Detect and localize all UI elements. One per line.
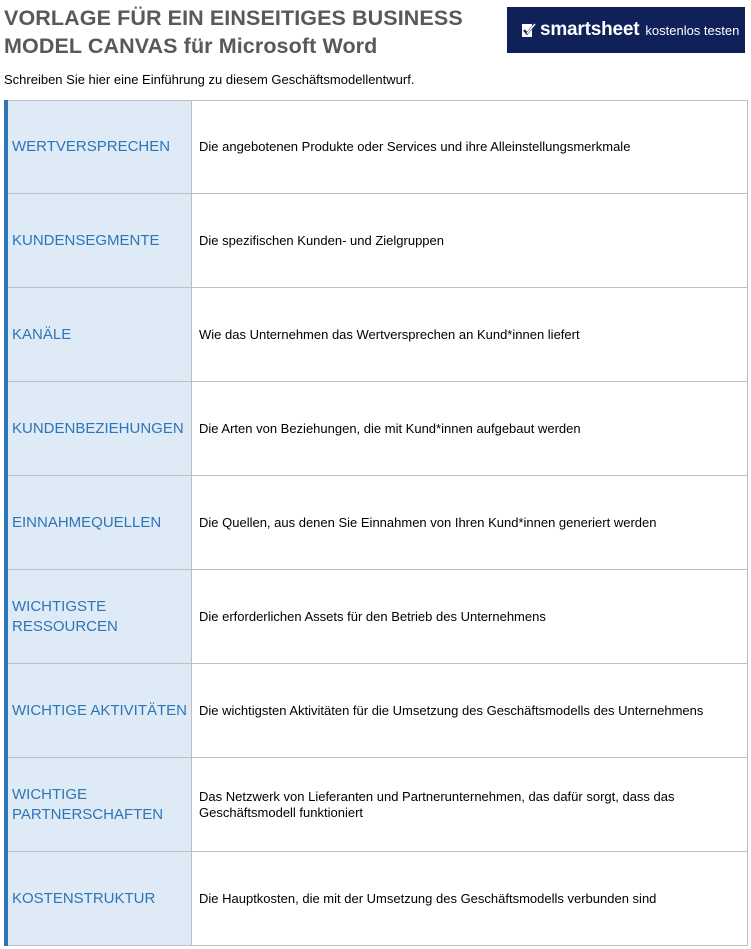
- canvas-row-label: KUNDENBEZIEHUNGEN: [8, 382, 192, 475]
- smartsheet-check-icon: [521, 23, 536, 38]
- canvas-row-label: WICHTIGSTE RESSOURCEN: [8, 570, 192, 663]
- canvas-row: [8, 758, 748, 852]
- canvas-row: [8, 288, 748, 382]
- canvas-row: [8, 100, 748, 194]
- canvas-row: [8, 194, 748, 288]
- page-header: [4, 4, 504, 60]
- canvas-row-label: KOSTENSTRUKTUR: [8, 852, 192, 945]
- canvas-row-description[interactable]: Die Hauptkosten, die mit der Umsetzung des Geschäftsmodells verbunden sind: [192, 852, 748, 945]
- page-title-line-1: VORLAGE FÜR EIN EINSEITIGES BUSINESS: [4, 6, 463, 30]
- page-title: [4, 4, 504, 60]
- intro-text[interactable]: Schreiben Sie hier eine Einführung zu diesem Geschäftsmodellentwurf.: [4, 72, 415, 87]
- canvas-row: [8, 476, 748, 570]
- canvas-row-description[interactable]: Die Quellen, aus denen Sie Einnahmen von Ihren Kund*innen generiert werden: [192, 476, 748, 569]
- canvas-row-label: WERTVERSPRECHEN: [8, 101, 192, 193]
- free-trial-link[interactable]: kostenlos testen: [645, 22, 740, 38]
- canvas-row: [8, 852, 748, 946]
- page-title-line-2: MODEL CANVAS für Microsoft Word: [4, 34, 378, 58]
- canvas-row-description[interactable]: Die erforderlichen Assets für den Betrieb des Unternehmens: [192, 570, 748, 663]
- canvas-row: [8, 664, 748, 758]
- canvas-row-description[interactable]: Die wichtigsten Aktivitäten für die Umsetzung des Geschäftsmodells des Unternehmens: [192, 664, 748, 757]
- canvas-row: [8, 382, 748, 476]
- canvas-row-description[interactable]: Wie das Unternehmen das Wertversprechen an Kund*innen liefert: [192, 288, 748, 381]
- canvas-row-description[interactable]: Die spezifischen Kunden- und Zielgruppen: [192, 194, 748, 287]
- canvas-row-description[interactable]: Das Netzwerk von Lieferanten und Partnerunternehmen, das dafür sorgt, dass das Geschäftsmodell funktioniert: [192, 758, 748, 851]
- canvas-row-label: WICHTIGE AKTIVITÄTEN: [8, 664, 192, 757]
- canvas-row-label: KANÄLE: [8, 288, 192, 381]
- canvas-row-description[interactable]: Die Arten von Beziehungen, die mit Kund*innen aufgebaut werden: [192, 382, 748, 475]
- smartsheet-trial-banner[interactable]: [507, 7, 745, 53]
- smartsheet-brand: smartsheet: [540, 19, 640, 40]
- canvas-row-description[interactable]: Die angebotenen Produkte oder Services und ihre Alleinstellungsmerkmale: [192, 101, 748, 193]
- canvas-row: [8, 570, 748, 664]
- canvas-row-label: KUNDENSEGMENTE: [8, 194, 192, 287]
- canvas-row-label: EINNAHMEQUELLEN: [8, 476, 192, 569]
- canvas-row-label: WICHTIGE PARTNERSCHAFTEN: [8, 758, 192, 851]
- business-model-canvas-table: [4, 100, 748, 946]
